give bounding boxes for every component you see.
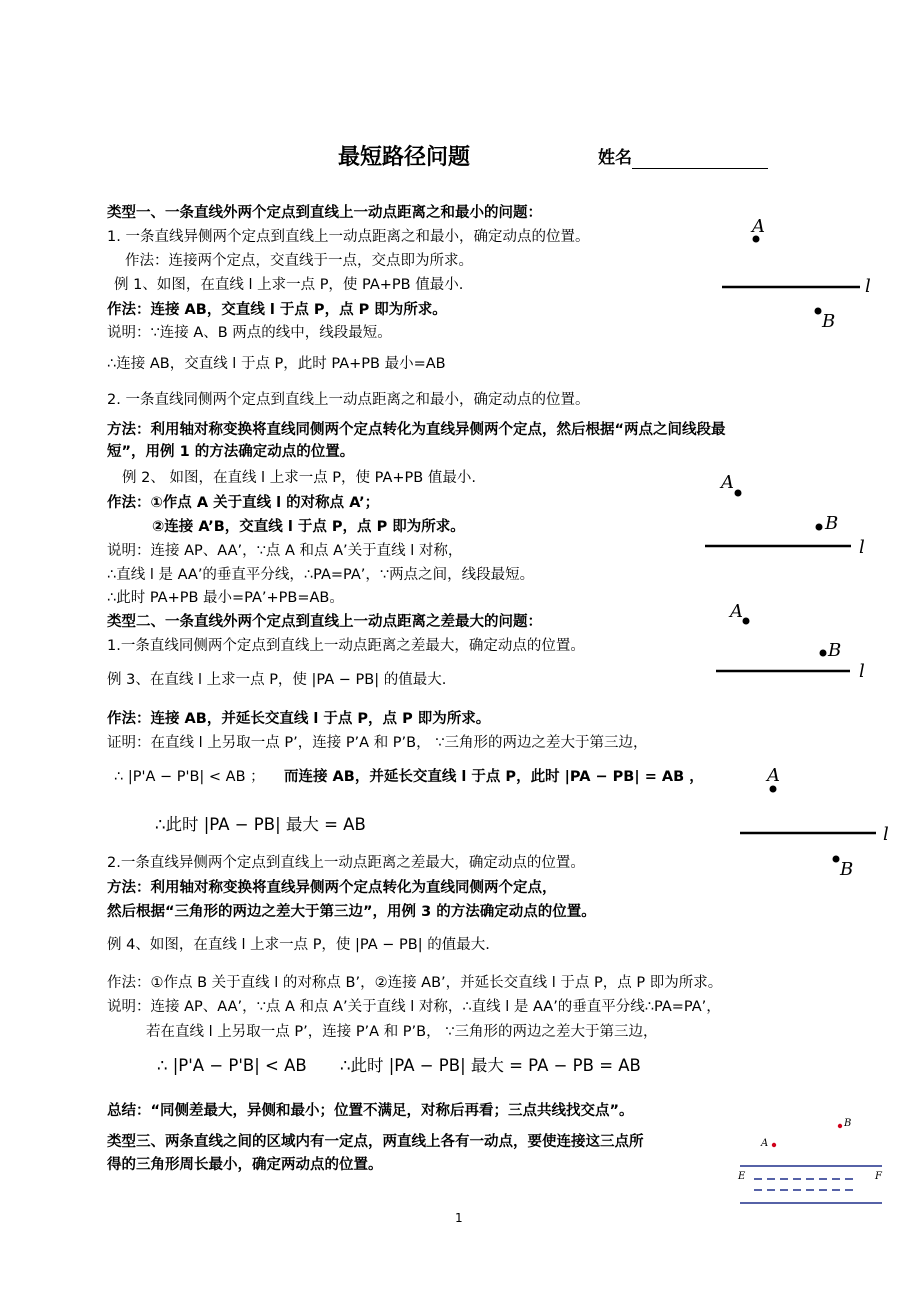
text-line: 1.一条直线同侧两个定点到直线上一动点距离之差最大，确定动点的位置。 [107,638,585,654]
text-line: ∴此时 PA+PB 最小=PA’+PB=AB。 [107,590,344,606]
text-line: ②连接 A’B，交直线 l 于点 P，点 P 即为所求。 [152,519,465,535]
point-b [833,856,840,863]
label-a: A [721,472,734,493]
text-line: ∴连接 AB，交直线 l 于点 P，此时 PA+PB 最小=AB [107,356,446,372]
text-line: 例 4、如图，在直线 l 上求一点 P，使 |PA − PB| 的值最大. [107,937,490,953]
name-field[interactable] [598,147,768,169]
label-b: B [828,640,842,661]
text-line: 证明：在直线 l 上另取一点 P’，连接 P’A 和 P’B， ∵三角形的两边之差大于第三边， [107,735,648,751]
label-l: l [865,276,871,297]
heading-type-2: 类型二、一条直线外两个定点到直线上一动点距离之差最大的问题： [107,614,542,630]
page-number: 1 [455,1211,463,1225]
text-line: 作法：连接 AB，并延长交直线 l 于点 P，点 P 即为所求。 [107,711,491,727]
page-title: 最短路径问题 [338,145,471,170]
label-l: l [883,824,889,845]
text-line: 而连接 AB，并延长交直线 l 于点 P，此时 |PA − PB| = AB ， [284,769,704,785]
figure-1 [716,210,876,335]
text-line: ∴直线 l 是 AA’的垂直平分线，∴PA=PA’，∵两点之间，线段最短。 [107,567,535,583]
text-line: 说明：∵连接 A、B 两点的线中，线段最短。 [107,325,392,341]
label-a: A [761,1138,769,1149]
label-l: l [859,537,865,558]
text-line: 得的三角形周长最小，确定两动点的位置。 [107,1157,383,1173]
figure-3 [712,598,877,683]
label-b: B [825,513,839,534]
text-line: 然后根据“三角形的两边之差大于第三边”，用例 3 的方法确定动点的位置。 [107,904,596,920]
point-b [815,308,822,315]
point-a [743,618,750,625]
text-line: 方法：利用轴对称变换将直线异侧两个定点转化为直线同侧两个定点， [107,880,557,896]
summary: 总结：“同侧差最大，异侧和最小；位置不满足，对称后再看；三点共线找交点”。 [107,1103,634,1119]
heading-type-3: 类型三、两条直线之间的区域内有一定点，两直线上各有一动点，要使连接这三点所 [107,1134,644,1150]
name-blank[interactable] [632,150,768,169]
point-b [820,650,827,657]
point-b [816,524,823,531]
label-b: B [840,859,854,880]
label-a: A [767,765,780,786]
text-line: 方法：利用轴对称变换将直线同侧两个定点转化为直线异侧两个定点，然后根据“两点之间线段最 [107,422,726,438]
text-line: 作法：①作点 A 关于直线 l 的对称点 A’； [107,495,380,511]
text-line: 说明：连接 AP、AA’，∵点 A 和点 A’关于直线 l 对称， [107,543,463,559]
label-b: B [822,311,836,332]
text-line: 作法：连接两个定点，交直线于一点，交点即为所求。 [125,253,473,269]
point-b [838,1124,842,1128]
label-l: l [859,661,865,682]
point-a [735,490,742,497]
text-line: 说明：连接 AP、AA’，∵点 A 和点 A’关于直线 l 对称，∴直线 l 是 AA’的垂直平分线∴PA=PA’， [107,999,721,1015]
figure-5 [732,1112,892,1212]
formula: ∴ |P'A − P'B| < AB [157,1056,307,1075]
label-a: A [730,601,743,622]
text-line: 作法：连接 AB，交直线 l 于点 P，点 P 即为所求。 [107,302,447,318]
label-b: B [844,1118,852,1129]
label-f: F [875,1171,882,1182]
text-line: 2.一条直线异侧两个定点到直线上一动点距离之差最大，确定动点的位置。 [107,855,585,871]
label-e: E [738,1171,746,1182]
formula: ∴此时 |PA − PB| 最大 = PA − PB = AB [340,1056,641,1075]
text-line: 若在直线 l 上另取一点 P’，连接 P’A 和 P’B， ∵三角形的两边之差大于第三边， [146,1024,658,1040]
formula: ∴ |P'A − P'B| < AB ； [114,769,265,785]
figure-2 [700,470,875,560]
text-line: 短”，用例 1 的方法确定动点的位置。 [107,444,355,460]
formula: ∴此时 |PA − PB| 最大 = AB [155,815,366,834]
heading-type-1: 类型一、一条直线外两个定点到直线上一动点距离之和最小的问题： [107,205,542,221]
point-a [770,786,777,793]
text-line: 例 3、在直线 l 上求一点 P，使 |PA − PB| 的值最大. [107,672,447,688]
text-line: 1. 一条直线异侧两个定点到直线上一动点距离之和最小，确定动点的位置。 [107,229,590,245]
label-a: A [752,216,765,237]
text-line: 作法：①作点 B 关于直线 l 的对称点 B’，②连接 AB’，并延长交直线 l 于点 P，点 P 即为所求。 [107,975,723,991]
text-line: 2. 一条直线同侧两个定点到直线上一动点距离之和最小，确定动点的位置。 [107,392,590,408]
name-label: 姓名 [598,148,632,168]
point-a [772,1143,776,1147]
text-line: 例 1、如图，在直线 l 上求一点 P，使 PA+PB 值最小. [114,277,464,293]
figure-4 [736,762,896,882]
text-line: 例 2、 如图，在直线 l 上求一点 P，使 PA+PB 值最小. [122,470,476,486]
